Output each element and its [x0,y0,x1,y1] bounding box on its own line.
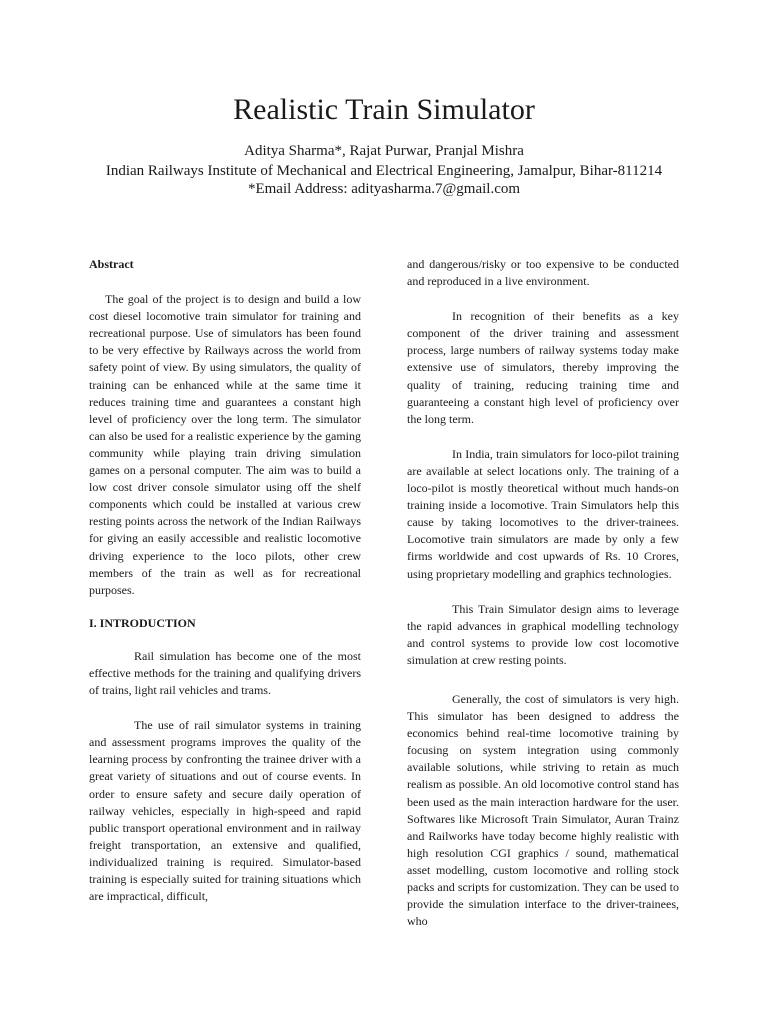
author-list: Aditya Sharma*, Rajat Purwar, Pranjal Mishra [244,143,524,159]
right-column [407,256,679,930]
right-paragraph-1: and dangerous/risky or too expensive to be conducted and reproduced in a live environment. [407,257,679,289]
section-heading-introduction: I. INTRODUCTION [89,615,196,630]
intro-paragraph-2: The use of rail simulator systems in training and assessment programs improves the quality of the learning process by confronting the trainee driver with a great variety of situations and out of course events. In order to ensure safety and secure daily operation of railway vehicles, especially in high-speed and rapid public transport operational environment and in railway freight transportation, an extensive and qualified, individualized training is required. Simulator-based training is especially suited for training situations which are impractical, difficult, [89,718,361,904]
intro-paragraph-1: Rail simulation has become one of the most effective methods for the training and qualifying drivers of trains, light rail vehicles and trams. [89,648,361,698]
right-paragraph-3: In India, train simulators for loco-pilot training are available at select locations only. The training of a loco-pilot is mostly theoretical without much hands-on training inside a locomotive. Train Simulators help this cause by taking locomotives to the driver-trainees. Locomotive train simulators are made by only a few firms worldwide and cost upwards of Rs. 10 Crores, using proprietary modelling and graphics technologies. [407,446,679,581]
right-paragraph-4: This Train Simulator design aims to leverage the rapid advances in graphical modelling technology and control systems to provide low cost locomotive simulation at crew resting points. [407,601,679,667]
author-email: *Email Address: adityasharma.7@gmail.com [247,181,521,197]
abstract-text: The goal of the project is to design and build a low cost diesel locomotive train simulator for training and recreational purpose. Use of simulators has been found to be very effective by Railways across the world from safety point of view. By using simulators, the quality of training can be enhanced while at the same time it reduces training time and guarantees a constant high level of proficiency over the long term. The simulator can also be used for a realistic experience by the gaming community while playing train driving simulation games on a personal computer. The aim was to build a low cost driver console simulator using off the shelf components which could be installed at various crew resting points across the network of the Indian Railways for giving an easily accessible and realistic locomotive driving experience to the loco pilots, other crew members of the train as well as for recreational purposes. [89,292,361,597]
paper-title: Realistic Train Simulator [233,93,535,126]
left-column [89,256,361,905]
abstract-heading: Abstract [89,257,134,271]
right-paragraph-2: In recognition of their benefits as a key component of the driver training and assessment process, large numbers of railway systems today make extensive use of simulators, thereby improving the quality of training, reducing training time and guaranteeing a constant high level of proficiency over the long term. [407,309,679,426]
author-affiliation: Indian Railways Institute of Mechanical and Electrical Engineering, Jamalpur, Bihar-811214 [105,163,663,179]
right-paragraph-5: Generally, the cost of simulators is very high. This simulator has been designed to address the economics behind real-time locomotive training by focusing on system integration using commonly available solutions, while striving to retain as much realism as possible. An old locomotive control stand has been used as the main interaction hardware for the user. Softwares like Microsoft Train Simulator, Auran Trainz and Railworks have today become highly realistic with high resolution CGI graphics / sound, mathematical asset modelling, custom locomotive and rolling stock packs and scripts for customization. They can be used to provide the simulation interface to the driver-trainees, who [407,691,679,929]
